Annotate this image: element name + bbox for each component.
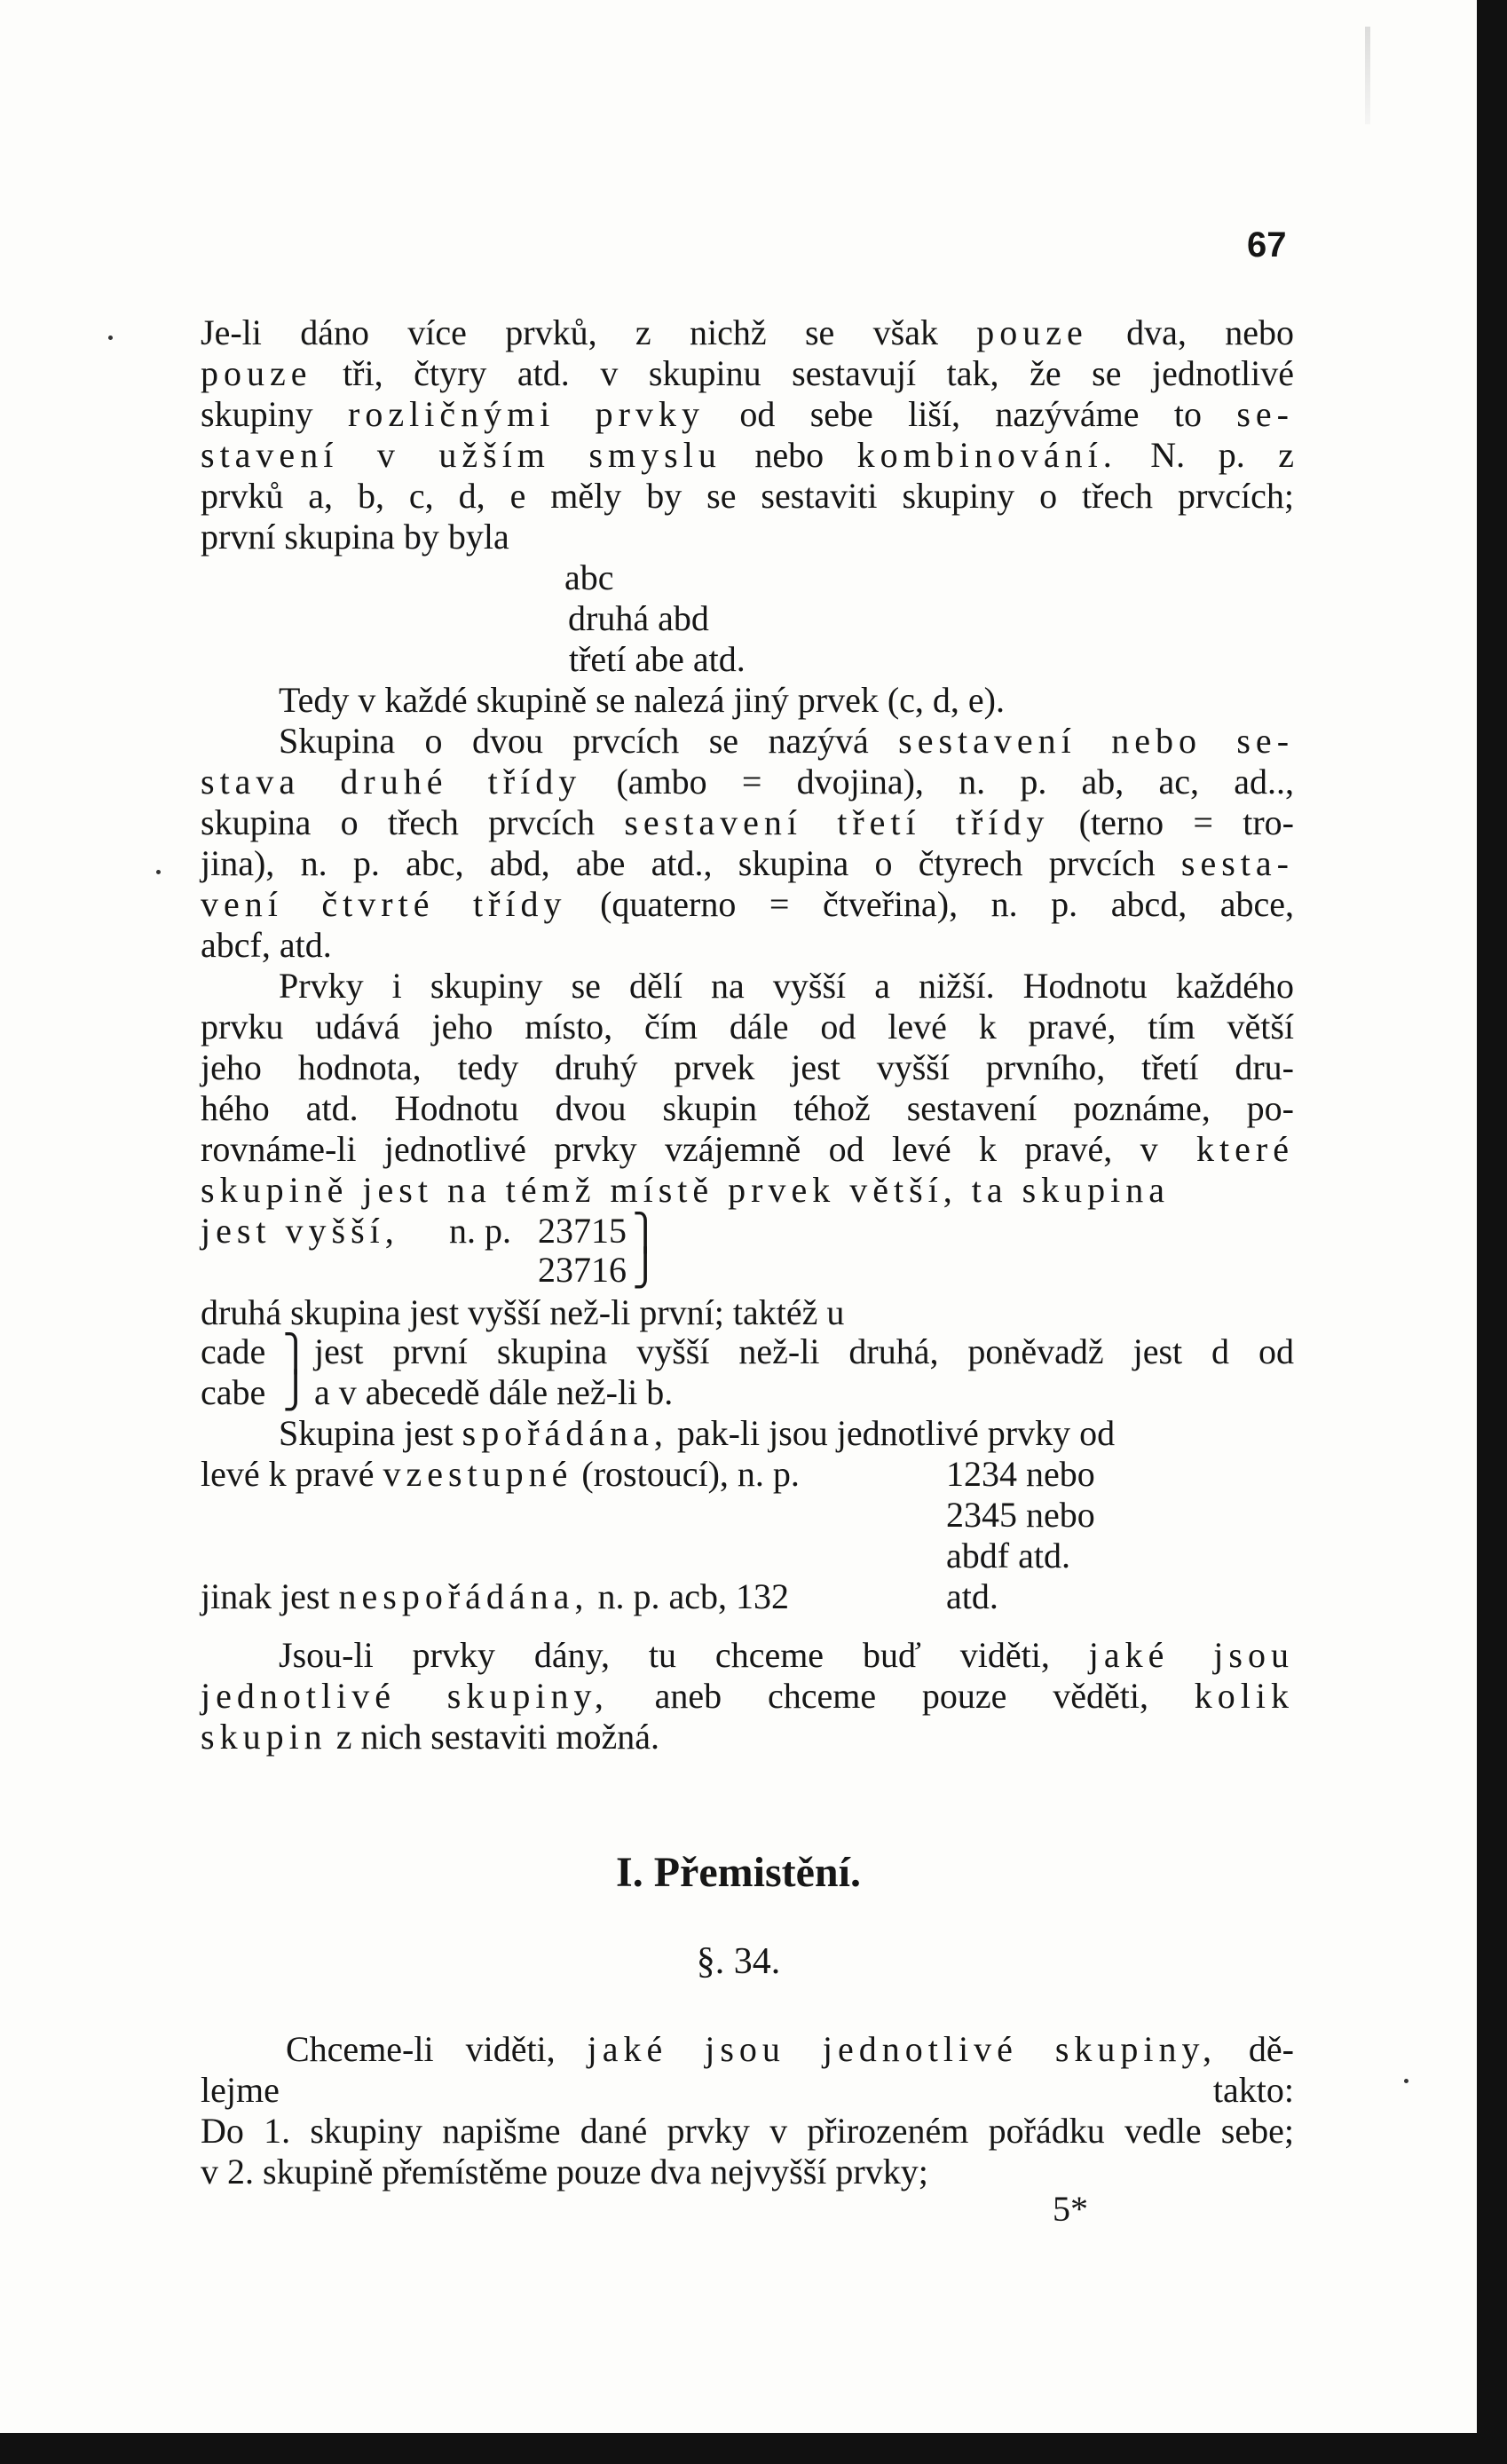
margin-speck [1404,2079,1408,2083]
text-run: od sebe liší, nazýváme to [705,394,1237,434]
higher-np: n. p. [449,1211,511,1251]
text-run: prvků a, b, c, d, e měly by se sestaviti skupiny o třech prvcích; [201,476,1294,516]
signature-mark: 5* [1053,2189,1088,2229]
text-line [201,884,1294,925]
text-run: nebo [721,435,857,475]
spaced-emphasis: stava druhé třídy [201,762,582,802]
text-run: z nich sestaviti možná. [327,1717,660,1757]
ordered-example-1: 1234 nebo [946,1454,1095,1494]
spaced-emphasis: spořádána, [462,1413,668,1453]
text-run: abcf, atd. [201,925,332,965]
spaced-emphasis: v které [1140,1129,1294,1169]
spaced-emphasis: jednotlivé skupiny, [201,1676,609,1716]
text-run: aneb chceme pouze věděti, [608,1676,1195,1716]
text-run: dva, nebo [1087,312,1294,352]
text-line [201,2070,1294,2111]
example-abd: druhá abd [568,598,709,638]
example-abc: abc [564,557,614,597]
cade-brace-bottom: ⎭ [282,1370,309,1411]
text-run: tři, čtyry atd. v skupinu sestavují tak, že se jednotlivé [312,353,1294,393]
text-line [201,2111,1294,2152]
text-line [201,1047,1294,1088]
spaced-emphasis: stavení v užším smyslu [201,435,722,475]
cade-line-2: a v abecedě dále než-li b. [314,1372,674,1412]
text-run: (rostoucí), n. p. [572,1454,800,1494]
spaced-emphasis: sesta- [1180,843,1294,883]
spaced-emphasis: jaké jsou [1088,1635,1294,1675]
text-run: jinak jest [201,1576,339,1616]
higher-lead: jest vyšší, [201,1211,399,1251]
text-run: levé k pravé [201,1454,383,1494]
text-run: Skupina o dvou prvcích se nazývá [279,721,899,761]
text-run: Jsou-li prvky dány, tu chceme buď viděti, [279,1635,1089,1675]
example-abe: třetí abe atd. [569,639,746,679]
margin-speck [156,870,161,874]
text-line [286,2029,1294,2070]
unordered-atd: atd. [946,1576,998,1616]
text-run: pak-li jsou jednotlivé prvky od [667,1413,1116,1453]
spaced-emphasis: vení čtvrté třídy [201,884,567,924]
text-line [201,353,1294,394]
spaced-emphasis: se- [1236,394,1294,434]
text-run: (terno = tro- [1049,802,1294,842]
spaced-emphasis: skupin [201,1717,327,1757]
spaced-emphasis: sestavení třetí třídy [624,802,1050,842]
text-line [201,1170,1294,1211]
text-run: skupiny [201,394,349,434]
unordered-line [201,1576,789,1617]
section-number: §. 34. [696,1941,781,1982]
text-line [201,1129,1294,1170]
spaced-emphasis: pouze [201,353,312,393]
spaced-emphasis: jaké jsou jednotlivé skupiny, [587,2029,1217,2069]
text-line [201,843,1294,884]
text-line [279,1413,1294,1454]
text-line [201,394,1294,435]
spaced-emphasis: vzestupné [383,1454,573,1494]
spaced-emphasis: kombinování. [856,435,1117,475]
cade-brace-top: ⎫ [282,1333,309,1374]
text-line [201,1676,1294,1717]
cade-value-a: cade [201,1331,266,1371]
text-run: hého atd. Hodnotu dvou skupin téhož sestavení poznáme, po- [201,1088,1294,1128]
higher-brace-bottom: ⎭ [632,1248,659,1289]
text-run: Chceme-li viděti, [286,2029,588,2069]
higher-value-a: 23715 [538,1211,627,1251]
scan-border-right [1477,0,1507,2464]
text-run: v 2. skupině přemístěme pouze dva nejvyšší prvky; [201,2152,928,2192]
chapter-heading: I. Přemistění. [616,1849,861,1896]
text-line [201,312,1294,353]
text-run: rovnáme-li jednotlivé prvky vzájemně od levé k pravé, [201,1129,1140,1169]
text-line [201,1717,1294,1757]
higher-value-b: 23716 [538,1250,627,1290]
text-run: (ambo = dvojina), n. p. ab, ac, ad.., [581,762,1294,802]
spaced-emphasis: pouze [976,312,1088,352]
text-run: N. p. z [1116,435,1294,475]
higher-text: druhá skupina jest vyšší než-li první; taktéž u [201,1292,845,1332]
text-line [279,680,1294,721]
scan-border-bottom [0,2433,1507,2464]
text-line [201,476,1294,517]
spaced-emphasis: kolik [1194,1676,1294,1716]
text-run: lejme takto: [201,2070,1294,2110]
text-line [279,1635,1294,1676]
higher-brace-top: ⎫ [632,1212,659,1253]
cade-line-1: jest první skupina vyšší než-li druhá, poněvadž jest d od [314,1331,1294,1371]
text-run: Prvky i skupiny se dělí na vyšší a nižší. Hodnotu každého [279,966,1294,1006]
page-number: 67 [1247,225,1287,265]
cade-value-b: cabe [201,1372,266,1412]
spaced-emphasis: skupině jest na témž místě prvek větší, ta skupina [201,1170,1171,1210]
text-run: prvku udává jeho místo, čím dále od levé k pravé, tím větší [201,1007,1294,1046]
spaced-emphasis: nespořádána, [338,1576,589,1616]
text-run: jina), n. p. abc, abd, abe atd., skupina o čtyrech prvcích [201,843,1181,883]
text-line [201,1007,1294,1047]
text-line [201,925,1294,966]
text-run: n. p. acb, 132 [588,1576,789,1616]
text-line [201,2152,1294,2192]
page-edge-mark [1365,27,1370,124]
text-run: Tedy v každé skupině se nalezá jiný prvek (c, d, e). [279,680,1005,720]
margin-speck [108,336,113,340]
text-run: (quaterno = čtveřina), n. p. abcd, abce, [566,884,1295,924]
ordered-line-2 [201,1454,800,1495]
text-run: skupina o třech prvcích [201,802,625,842]
text-run: první skupina by byla [201,517,509,557]
text-line [201,435,1294,476]
ordered-example-3: abdf atd. [946,1536,1070,1576]
text-line [201,762,1294,802]
spaced-emphasis: rozličnými prvky [348,394,706,434]
text-line [279,966,1294,1007]
text-run: Je-li dáno více prvků, z nichž se však [201,312,977,352]
text-line [279,721,1294,762]
spaced-emphasis: sestavení nebo se- [898,721,1295,761]
text-line [201,517,1294,557]
text-run: dě- [1216,2029,1294,2069]
text-run: jeho hodnota, tedy druhý prvek jest vyšší prvního, třetí dru- [201,1047,1294,1087]
text-run: Do 1. skupiny napišme dané prvky v přirozeném pořádku vedle sebe; [201,2111,1294,2151]
ordered-example-2: 2345 nebo [946,1495,1095,1535]
text-line [201,802,1294,843]
text-line [201,1088,1294,1129]
text-run: Skupina jest [279,1413,462,1453]
